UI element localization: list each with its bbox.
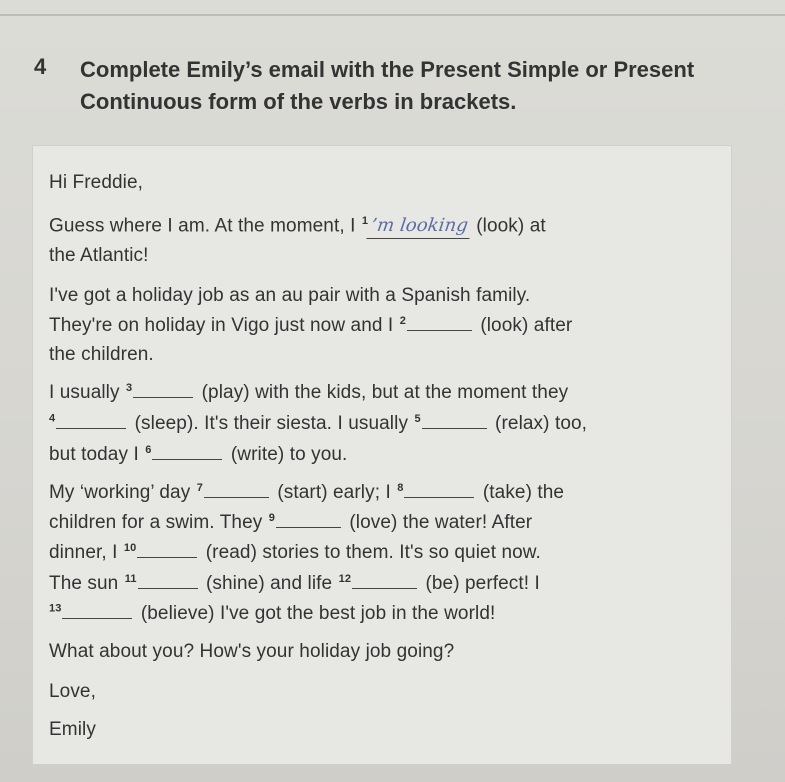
gap-4[interactable] bbox=[56, 412, 126, 429]
gap-number-2: 2 bbox=[399, 314, 406, 327]
gap-number-4: 4 bbox=[49, 412, 56, 425]
email-line-8 bbox=[49, 412, 587, 435]
task-number: 4 bbox=[34, 54, 47, 79]
email-line-15: What about you? How's your holiday job going? bbox=[49, 641, 455, 662]
email-greeting: Hi Freddie, bbox=[49, 172, 144, 193]
task-instructions: Complete Emily’s email with the Present Simple or Present Continuous form of the verbs in brackets. bbox=[80, 57, 695, 114]
gap-number-10: 10 bbox=[123, 541, 137, 554]
email-line-4: I've got a holiday job as an au pair with a Spanish family. bbox=[49, 285, 531, 306]
gap-number-11: 11 bbox=[124, 572, 137, 585]
text: (write) to you. bbox=[230, 444, 348, 465]
text: (shine) and life bbox=[205, 573, 333, 594]
text: (take) the bbox=[482, 482, 565, 503]
email-line-5 bbox=[49, 314, 572, 337]
gap-number-3: 3 bbox=[126, 381, 133, 394]
text: (look) after bbox=[480, 315, 573, 336]
gap-5[interactable] bbox=[422, 412, 487, 429]
gap-12[interactable] bbox=[352, 572, 417, 589]
text: My ‘working’ day bbox=[49, 482, 191, 503]
gap-number-6: 6 bbox=[145, 443, 152, 456]
gap-number-9: 9 bbox=[268, 511, 275, 524]
email-line-11 bbox=[49, 511, 532, 534]
text: (play) with the kids, but at the moment they bbox=[201, 382, 569, 403]
text: Guess where I am. At the moment, I bbox=[49, 215, 356, 237]
email-line-12 bbox=[49, 541, 541, 564]
gap-number-13: 13 bbox=[49, 602, 62, 615]
text: They're on holiday in Vigo just now and I bbox=[49, 315, 394, 336]
gap-11[interactable] bbox=[138, 572, 198, 589]
text: The sun bbox=[49, 573, 119, 594]
gap-number-5: 5 bbox=[414, 412, 421, 425]
text: (believe) I've got the best job in the world! bbox=[140, 603, 496, 624]
email-line-10 bbox=[49, 481, 564, 504]
email-line-3: the Atlantic! bbox=[49, 245, 149, 266]
handwritten-answer-1: ’m looking bbox=[366, 216, 472, 239]
text: I usually bbox=[49, 382, 120, 403]
text: children for a swim. They bbox=[49, 512, 263, 533]
divider bbox=[0, 14, 785, 16]
text: but today I bbox=[49, 444, 139, 465]
text: (look) at bbox=[476, 215, 546, 237]
gap-number-1: 1 bbox=[361, 215, 369, 227]
text: (read) stories to them. It's so quiet now. bbox=[205, 542, 541, 563]
text: (relax) too, bbox=[495, 413, 588, 434]
email-signature: Emily bbox=[49, 719, 96, 740]
text: dinner, I bbox=[49, 542, 118, 563]
gap-9[interactable] bbox=[276, 511, 341, 528]
gap-13[interactable] bbox=[62, 602, 132, 619]
email-line-14 bbox=[49, 602, 495, 625]
text: (sleep). It's their siesta. I usually bbox=[134, 413, 409, 434]
gap-6[interactable] bbox=[152, 443, 222, 460]
text: (be) perfect! I bbox=[425, 573, 540, 594]
email-line-6: the children. bbox=[49, 344, 154, 365]
gap-number-8: 8 bbox=[397, 481, 404, 494]
email-line-9 bbox=[49, 443, 347, 466]
gap-number-12: 12 bbox=[338, 572, 352, 585]
gap-7[interactable] bbox=[204, 481, 269, 498]
email-line-7 bbox=[49, 381, 568, 404]
gap-3[interactable] bbox=[133, 381, 193, 398]
email-line-2 bbox=[49, 215, 546, 239]
gap-number-7: 7 bbox=[196, 481, 203, 494]
email-sign-off: Love, bbox=[49, 681, 96, 702]
email-line-13 bbox=[49, 572, 540, 595]
gap-10[interactable] bbox=[137, 541, 197, 558]
text: (start) early; I bbox=[277, 482, 391, 503]
text: (love) the water! After bbox=[349, 512, 533, 533]
gap-2[interactable] bbox=[407, 314, 472, 331]
gap-8[interactable] bbox=[404, 481, 474, 498]
